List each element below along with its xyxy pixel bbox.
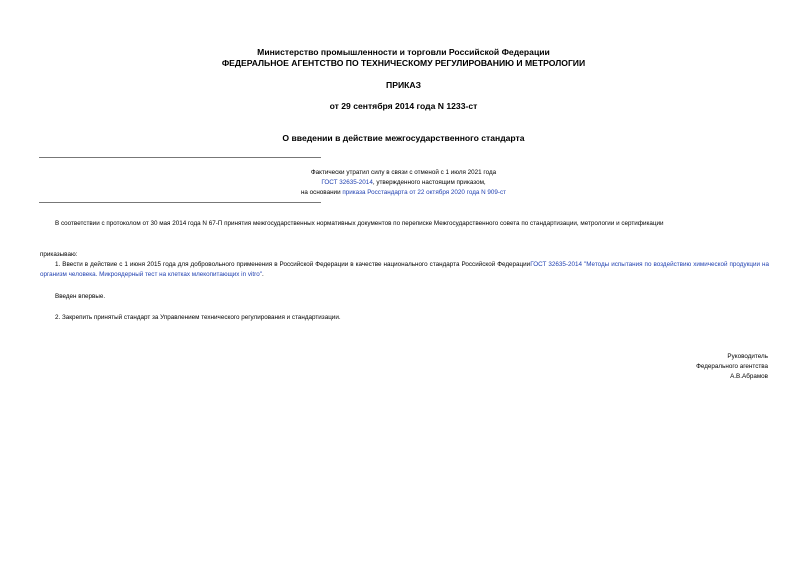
signature-name: А.В.Абрамов [730, 373, 768, 380]
signature-title-line-1: Руководитель [727, 353, 768, 360]
top-divider [39, 157, 321, 158]
gost-32635-2014-link[interactable]: ГОСТ 32635-2014 "Методы испытания по воздействию химической продукции на организм человека. Микроядерный тест на клетках млекопитающих in vitro" [40, 261, 770, 278]
document-type: ПРИКАЗ [386, 80, 421, 90]
document-date-number: от 29 сентября 2014 года N 1233-ст [329, 101, 478, 111]
first-introduced-note: Введен впервые. [55, 293, 106, 300]
ministry-name: Министерство промышленности и торговли Российской Федерации [257, 47, 550, 57]
item-2: 2. Закрепить принятый стандарт за Управлением технического регулирования и стандартизации. [55, 314, 341, 321]
document-subject: О введении в действие межгосударственного стандарта [282, 133, 525, 143]
status-note-line-2 [0, 178, 807, 187]
item-1-text: 1. Ввести в действие с 1 июня 2015 года для добровольного применения в Российской Федерации в качестве национального стандарта Российской Федерации [55, 261, 531, 268]
status-note-line-2-rest: , утвержденного настоящим приказом, [372, 179, 486, 186]
status-note-line-3-prefix: на основании [300, 189, 343, 196]
status-note-line-3 [0, 188, 807, 197]
gost-link[interactable]: ГОСТ 32635-2014 [321, 179, 373, 186]
item-1-suffix: . [261, 271, 264, 278]
item-1 [40, 260, 769, 280]
status-note-line-1: Фактически утратил силу в связи с отменой с 1 июля 2021 года [310, 169, 497, 176]
agency-name: ФЕДЕРАЛЬНОЕ АГЕНТСТВО ПО ТЕХНИЧЕСКОМУ РЕГУЛИРОВАНИЮ И МЕТРОЛОГИИ [221, 58, 586, 68]
order-word: приказываю: [40, 251, 78, 258]
signature-title-line-2: Федерального агентства [696, 363, 768, 370]
rosstandart-order-link[interactable]: приказа Росстандарта от 22 октября 2020 года N 909-ст [342, 189, 507, 196]
bottom-divider [39, 202, 321, 203]
preamble: В соответствии с протоколом от 30 мая 2014 года N 67-П принятия межгосударственных нормативных документов по переписке Межгосударственного совета по стандартизации, метрологии и сертификации [55, 220, 664, 227]
